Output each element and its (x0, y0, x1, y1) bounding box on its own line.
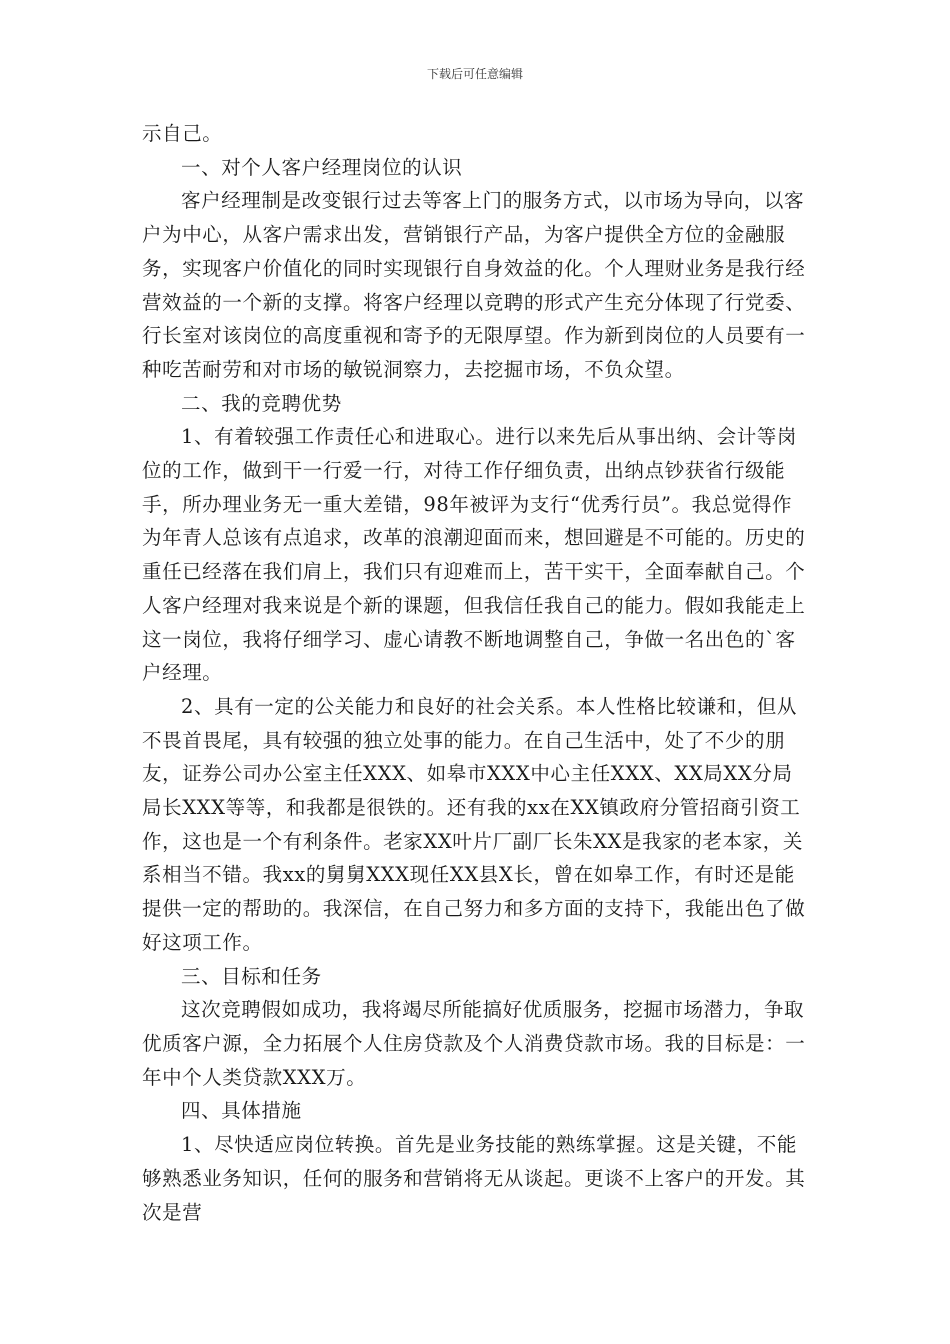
paragraph: 1、有着较强工作责任心和进取心。进行以来先后从事出纳、会计等岗位的工作，做到干一行爱一行，对待工作仔细负责，出纳点钞获省行级能手，所办理业务无一重大差错，98年被评为支行“优秀行员”。我总觉得作为年青人总该有点追求，改革的浪潮迎面而来，想回避是不可能的。历史的重任已经落在我们肩上，我们只有迎难而上，苦干实干，全面奉献自己。个人客户经理对我来说是个新的课题，但我信任我自己的能力。假如我能走上这一岗位，我将仔细学习、虚心请教不断地调整自己，争做一名出色的`客户经理。 (142, 425, 806, 685)
document-body (142, 117, 812, 1229)
paragraph: 1、尽快适应岗位转换。首先是业务技能的熟练掌握。这是关键，不能够熟悉业务知识，任何的服务和营销将无从谈起。更谈不上客户的开发。其次是营 (142, 1133, 806, 1224)
section-heading-2: 二、我的竞聘优势 (181, 391, 342, 415)
paragraph: 客户经理制是改变银行过去等客上门的服务方式，以市场为导向，以客户为中心，从客户需求出发，营销银行产品，为客户提供全方位的金融服务，实现客户价值化的同时实现银行自身效益的化。个人理财业务是我行经营效益的一个新的支撑。将客户经理以竞聘的形式产生充分体现了行党委、行长室对该岗位的高度重视和寄予的无限厚望。作为新到岗位的人员要有一种吃苦耐劳和对市场的敏锐洞察力，去挖掘市场，不负众望。 (142, 189, 806, 381)
section-heading-4: 四、具体措施 (181, 1099, 302, 1123)
paragraph: 这次竞聘假如成功，我将竭尽所能搞好优质服务，挖掘市场潜力，争取优质客户源，全力拓展个人住房贷款及个人消费贷款市场。我的目标是：一年中个人类贷款XXX万。 (142, 998, 806, 1089)
section-heading-1: 一、对个人客户经理岗位的认识 (181, 155, 463, 179)
section-heading-3: 三、目标和任务 (181, 964, 322, 988)
page-header: 下载后可任意编辑 (426, 67, 523, 81)
paragraph-continuation: 示自己。 (142, 122, 223, 145)
paragraph: 2、具有一定的公关能力和良好的社会关系。本人性格比较谦和，但从不畏首畏尾，具有较强的独立处事的能力。在自己生活中，处了不少的朋友，证券公司办公室主任XXX、如皋市XXX中心主任XXX、XX局XX分局局长XXX等等，和我都是很铁的。还有我的xx在XX镇政府分管招商引资工作，这也是一个有利条件。老家XX叶片厂副厂长朱XX是我家的老本家，关系相当不错。我xx的舅舅XXX现任XX县X长，曾在如皋工作，有时还是能提供一定的帮助的。我深信，在自己努力和多方面的支持下，我能出色了做好这项工作。 (142, 694, 806, 954)
